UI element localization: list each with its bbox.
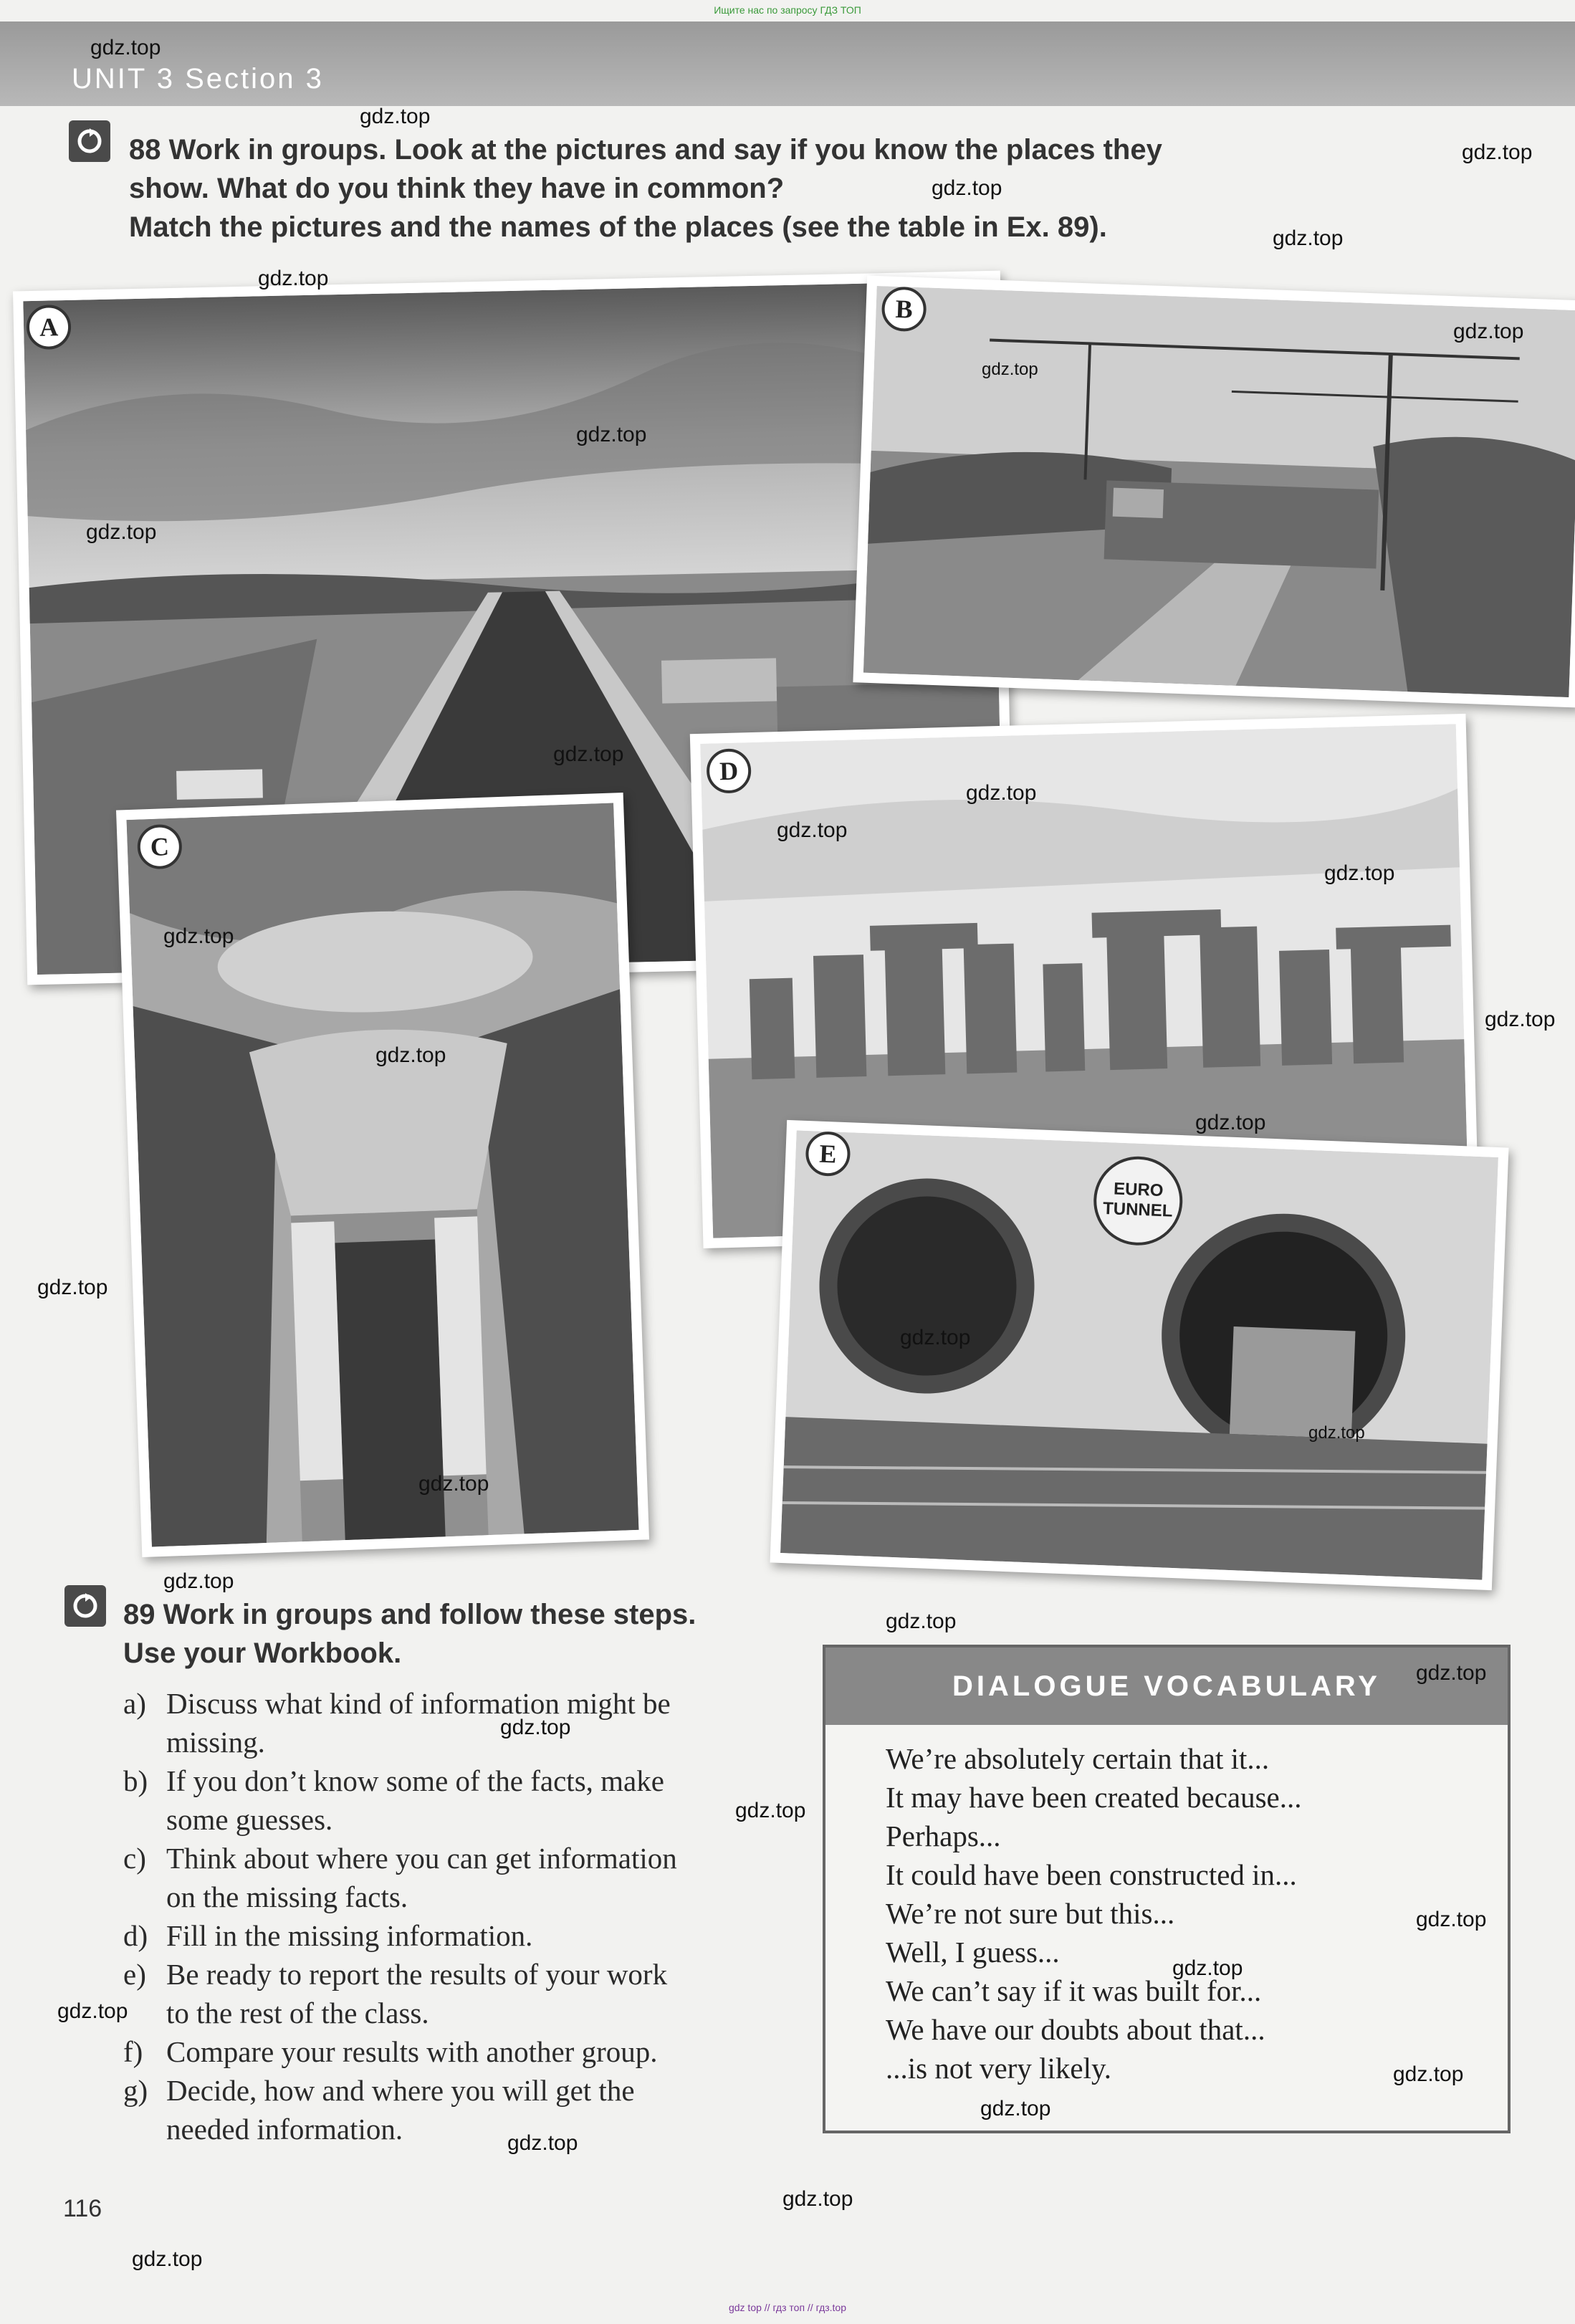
photo-b-letter: B: [881, 286, 927, 332]
bottom-note: gdz top // гдз топ // гдз.top: [728, 2302, 847, 2313]
exercise-89-steps: [123, 1684, 768, 2148]
vocab-item: Well, I guess...: [886, 1936, 1060, 1969]
watermark: gdz.top: [735, 1799, 806, 1822]
dialogue-vocabulary-list: [825, 1725, 1508, 2088]
page-number: 116: [63, 2195, 102, 2222]
step-e: e) Be ready to report the results of your work to the rest of the class.: [123, 1958, 668, 2029]
photo-d-letter: D: [706, 748, 752, 794]
watermark: gdz.top: [553, 742, 624, 766]
exercise-88-icon: [69, 120, 110, 162]
vocab-item: ...is not very likely.: [886, 2052, 1112, 2085]
watermark: gdz.top: [576, 423, 647, 446]
photo-b-image: [863, 286, 1575, 697]
watermark: gdz.top: [163, 1569, 234, 1593]
watermark: gdz.top: [132, 2247, 203, 2271]
watermark: gdz.top: [1416, 1908, 1487, 1931]
step-a: a) Discuss what kind of information might be missing.: [123, 1687, 671, 1759]
watermark: gdz.top: [258, 267, 329, 290]
exercise-89-icon: [64, 1585, 106, 1627]
exercise-88-number: 88: [129, 134, 161, 166]
photo-c-letter: C: [137, 824, 183, 870]
watermark: gdz.top: [982, 360, 1038, 379]
watermark: gdz.top: [966, 781, 1037, 805]
watermark: gdz.top: [1485, 1008, 1556, 1031]
exercise-89-line-1: 89 Work in groups and follow these steps.: [123, 1599, 696, 1630]
watermark: gdz.top: [1416, 1661, 1487, 1685]
watermark: gdz.top: [37, 1276, 108, 1299]
watermark: gdz.top: [360, 105, 431, 128]
vocab-item: It could have been constructed in...: [886, 1858, 1297, 1891]
photo-c: [116, 793, 649, 1557]
exercise-89-number: 89: [123, 1599, 155, 1630]
vocab-item: We’re not sure but this...: [886, 1897, 1175, 1930]
photo-a-letter: A: [26, 305, 71, 350]
watermark: gdz.top: [1462, 140, 1533, 164]
step-f: f) Compare your results with another group.: [123, 2035, 658, 2068]
photo-e-letter: E: [805, 1131, 851, 1177]
watermark: gdz.top: [57, 1999, 128, 2023]
watermark: gdz.top: [777, 818, 848, 842]
watermark: gdz.top: [1324, 861, 1395, 885]
watermark: gdz.top: [86, 520, 157, 544]
watermark: gdz.top: [163, 924, 234, 948]
exercise-88-line-2: show. What do you think they have in common?: [129, 173, 785, 204]
vocab-item: We’re absolutely certain that it...: [886, 1742, 1270, 1775]
dialogue-vocabulary-title: DIALOGUE VOCABULARY: [825, 1648, 1508, 1725]
watermark: gdz.top: [1172, 1956, 1243, 1980]
watermark: gdz.top: [932, 176, 1002, 200]
unit-title: UNIT 3 Section 3: [72, 63, 324, 95]
watermark: gdz.top: [500, 1716, 571, 1739]
watermark: gdz.top: [1308, 1423, 1365, 1443]
watermark: gdz.top: [782, 2187, 853, 2211]
euro-tunnel-sign-line-2: TUNNEL: [1102, 1198, 1173, 1221]
watermark: gdz.top: [1273, 226, 1344, 250]
vocab-item: We have our doubts about that...: [886, 2013, 1265, 2046]
vocab-item: Perhaps...: [886, 1819, 1001, 1852]
exercise-89-line-2: Use your Workbook.: [123, 1637, 402, 1669]
step-b: b) If you don’t know some of the facts, make some guesses.: [123, 1764, 664, 1836]
photo-e-image: [780, 1130, 1498, 1579]
watermark: gdz.top: [886, 1610, 957, 1633]
watermark: gdz.top: [375, 1043, 446, 1067]
watermark: gdz.top: [1453, 320, 1524, 343]
watermark: gdz.top: [507, 2131, 578, 2155]
watermark: gdz.top: [1195, 1111, 1266, 1134]
exercise-88-line-1: 88 Work in groups. Look at the pictures and say if you know the places they: [129, 134, 1162, 166]
step-g: g) Decide, how and where you will get the needed information.: [123, 2074, 635, 2146]
watermark: gdz.top: [90, 36, 161, 59]
exercise-88-line-3: Match the pictures and the names of the places (see the table in Ex. 89).: [129, 211, 1107, 243]
exercise-89-title: [123, 1595, 804, 1673]
watermark: gdz.top: [418, 1472, 489, 1496]
watermark: gdz.top: [980, 2097, 1051, 2120]
step-c: c) Think about where you can get information on the missing facts.: [123, 1842, 677, 1913]
euro-tunnel-sign-line-1: EURO: [1113, 1179, 1164, 1201]
watermark: gdz.top: [900, 1326, 971, 1349]
step-d: d) Fill in the missing information.: [123, 1919, 533, 1952]
vocab-item: We can’t say if it was built for...: [886, 1974, 1262, 2007]
photo-e: [770, 1120, 1509, 1590]
dialogue-vocabulary-box: [823, 1645, 1511, 2133]
top-note: Ищите нас по запросу ГДЗ ТОП: [714, 4, 861, 16]
watermark: gdz.top: [1393, 2062, 1464, 2086]
photo-c-image: [126, 803, 638, 1546]
vocab-item: It may have been created because...: [886, 1781, 1302, 1814]
